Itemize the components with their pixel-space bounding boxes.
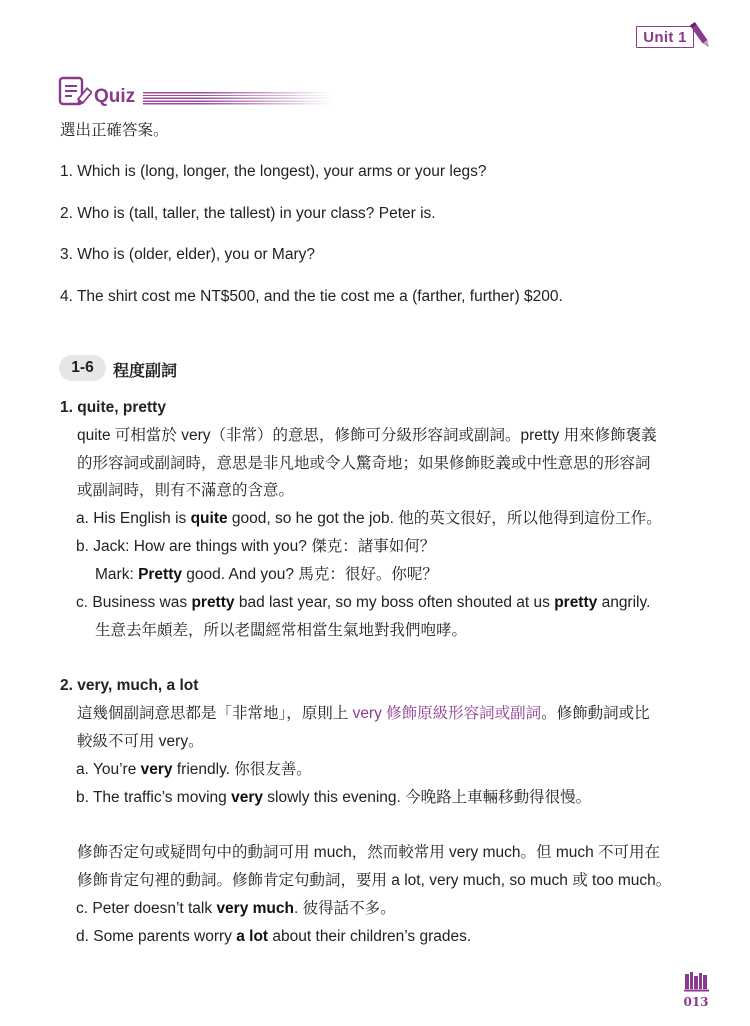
point-text-line: 的形容詞或副詞時，意思是非凡地或令人驚奇地；如果修飾貶義或中性意思的形容詞 — [77, 455, 651, 472]
emphasis: pretty — [554, 594, 598, 611]
emphasis: a lot — [236, 928, 269, 945]
unit-badge — [636, 26, 694, 48]
unit-label: Unit 1 — [643, 28, 687, 46]
emphasis: very — [140, 761, 173, 778]
example-b-reply: Mark: Pretty good. And you? 馬克：很好。你呢？ — [95, 566, 438, 583]
pencil-icon — [690, 20, 712, 52]
point-text-line: 或副詞時，則有不滿意的含意。 — [77, 482, 295, 499]
section-title: 程度副詞 — [113, 363, 178, 380]
quiz-title-stripes — [143, 92, 333, 105]
point-text-line: quite 可相當於 very（非常）的意思，修飾可分級形容詞或副詞。pretty 用來修飾褒義 — [77, 427, 657, 444]
example-a: a. You’re very friendly. 你很友善。 — [76, 761, 312, 778]
emphasis: Pretty — [138, 566, 182, 583]
section-number: 1-6 — [71, 359, 94, 376]
quiz-icon — [58, 76, 92, 108]
highlight-text: very 修飾原級形容詞或副詞 — [352, 705, 542, 722]
example-b: b. Jack: How are things with you? 傑克：諸事如何？ — [76, 538, 436, 555]
example-c: c. Peter doesn’t talk very much. 彼得話不多。 — [76, 900, 396, 917]
point-text-line: 較級不可用 very。 — [77, 733, 204, 750]
example-a: a. His English is quite good, so he got the job. 他的英文很好，所以他得到這份工作。 — [76, 510, 662, 527]
point-text-line: 這幾個副詞意思都是「非常地」，原則上 very 修飾原級形容詞或副詞。修飾動詞或比 — [77, 705, 650, 722]
quiz-question-3: 3. Who is (older, elder), you or Mary? — [60, 246, 315, 263]
section-number-badge — [59, 355, 106, 381]
quiz-question-4: 4. The shirt cost me NT$500, and the tie cost me a (farther, further) $200. — [60, 288, 563, 305]
books-icon — [683, 970, 711, 992]
example-d: d. Some parents worry a lot about their children’s grades. — [76, 928, 472, 945]
emphasis: very much — [216, 900, 294, 917]
page-number: 013 — [683, 995, 709, 1009]
quiz-title: Quiz — [94, 86, 136, 107]
emphasis: very — [231, 789, 263, 806]
emphasis: pretty — [191, 594, 235, 611]
quiz-question-1: 1. Which is (long, longer, the longest), your arms or your legs? — [60, 163, 487, 180]
example-c: c. Business was pretty bad last year, so my boss often shouted at us pretty angrily. — [76, 594, 651, 611]
point-text-line: 修飾否定句或疑問句中的動詞可用 much，然而較常用 very much。但 much 不可用在 — [77, 844, 661, 861]
quiz-question-2: 2. Who is (tall, taller, the tallest) in your class? Peter is. — [60, 205, 436, 222]
quiz-instruction: 選出正確答案。 — [60, 122, 169, 139]
point-heading: 1. quite, pretty — [60, 399, 166, 416]
example-c-translation: 生意去年頗差，所以老闆經常相當生氣地對我們咆哮。 — [95, 622, 468, 639]
example-b: b. The traffic’s moving very slowly this evening. 今晚路上車輛移動得很慢。 — [76, 789, 592, 806]
point-text-line: 修飾肯定句裡的動詞。修飾肯定句動詞，要用 a lot, very much, so much 或 too much。 — [77, 872, 672, 889]
emphasis: quite — [190, 510, 228, 527]
point-heading: 2. very, much, a lot — [60, 677, 199, 694]
